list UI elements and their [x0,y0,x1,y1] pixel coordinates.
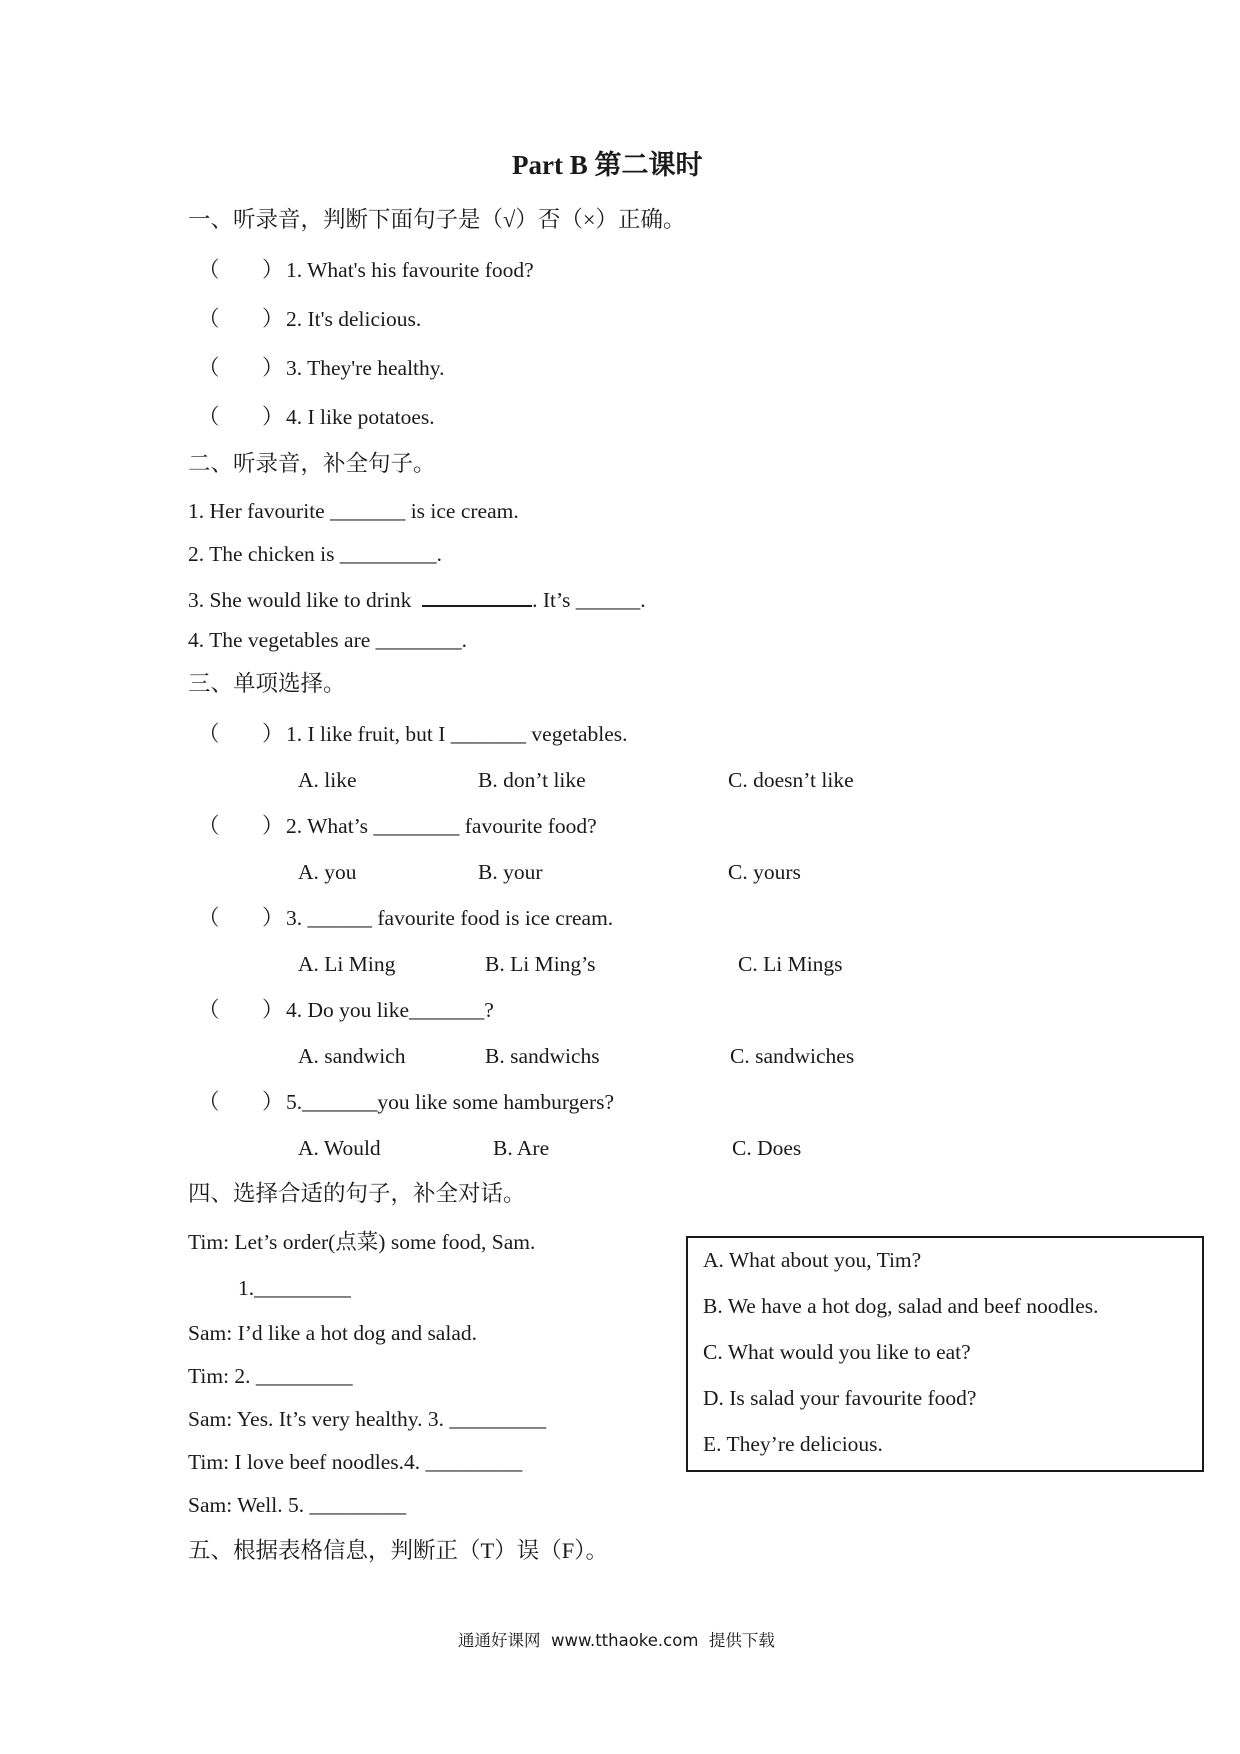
s3-q2-option-b: B. your [478,860,543,884]
s1-item-2: 2. It's delicious. [286,307,422,331]
s3-q4-option-b: B. sandwichs [485,1044,600,1068]
s3-q4-option-a: A. sandwich [298,1044,406,1068]
answer-bracket-close: ） [262,998,284,1022]
section2-heading: 二、听录音，补全句子。 [188,451,436,476]
s1-item-1: 1. What's his favourite food? [286,258,534,282]
s3-q2-option-c: C. yours [728,860,801,884]
footer-text: 通通好课网 www.tthaoke.com 提供下载 [458,1631,775,1650]
dialogue-line-5: Sam: Yes. It’s very healthy. 3. _________ [188,1407,547,1431]
s3-q2-option-a: A. you [298,860,357,884]
s1-item-3: 3. They're healthy. [286,356,445,380]
s3-q5-option-c: C. Does [732,1136,802,1160]
answer-bracket-open: （ [198,722,220,746]
answer-bracket-close: ） [262,814,284,838]
s3-question-4: 4. Do you like_______? [286,998,494,1022]
s3-q1-option-b: B. don’t like [478,768,586,792]
s2-line-3-tail: . It’s ______. [532,588,646,612]
s2-line-3 [188,587,646,612]
s2-line-4: 4. The vegetables are ________. [188,628,468,652]
section5-heading: 五、根据表格信息，判断正（T）误（F）。 [188,1538,609,1563]
s3-question-2: 2. What’s ________ favourite food? [286,814,597,838]
dialogue-line-6: Tim: I love beef noodles.4. _________ [188,1450,523,1474]
dialogue-line-3: Sam: I’d like a hot dog and salad. [188,1321,477,1345]
option-b: B. We have a hot dog, salad and beef noodles. [703,1294,1099,1318]
answer-bracket-open: （ [198,906,220,930]
answer-bracket-open: （ [198,307,220,331]
option-a: A. What about you, Tim? [703,1248,922,1272]
s3-q3-option-b: B. Li Ming’s [485,952,596,976]
section1-heading: 一、听录音，判断下面句子是（√）否（×）正确。 [188,207,686,232]
s3-q1-option-a: A. like [298,768,357,792]
dialogue-line-7: Sam: Well. 5. _________ [188,1493,407,1517]
s3-q4-option-c: C. sandwiches [730,1044,855,1068]
s2-line-1: 1. Her favourite _______ is ice cream. [188,499,519,523]
answer-bracket-close: ） [262,405,284,429]
s3-q3-option-c: C. Li Mings [738,952,843,976]
s2-line-2: 2. The chicken is _________. [188,542,442,566]
option-e: E. They’re delicious. [703,1432,883,1456]
section3-heading: 三、单项选择。 [188,671,346,696]
answer-bracket-close: ） [262,356,284,380]
option-d: D. Is salad your favourite food? [703,1386,977,1410]
s3-q5-option-a: A. Would [298,1136,381,1160]
s3-question-1: 1. I like fruit, but I _______ vegetables. [286,722,628,746]
s1-item-4: 4. I like potatoes. [286,405,435,429]
option-c: C. What would you like to eat? [703,1340,971,1364]
answer-bracket-close: ） [262,906,284,930]
s3-question-3: 3. ______ favourite food is ice cream. [286,906,614,930]
answer-bracket-open: （ [198,258,220,282]
answer-bracket-close: ） [262,258,284,282]
answer-underline [422,587,532,607]
answer-bracket-open: （ [198,356,220,380]
dialogue-line-1: Tim: Let’s order(点菜) some food, Sam. [188,1230,536,1254]
s3-q1-option-c: C. doesn’t like [728,768,854,792]
answer-bracket-open: （ [198,1090,220,1114]
answer-bracket-open: （ [198,405,220,429]
s2-line-3-text: 3. She would like to drink [188,588,412,612]
s3-q5-option-b: B. Are [493,1136,550,1160]
dialogue-line-2: 1._________ [238,1276,351,1300]
s3-q3-option-a: A. Li Ming [298,952,396,976]
answer-bracket-close: ） [262,307,284,331]
dialogue-line-4: Tim: 2. _________ [188,1364,353,1388]
answer-bracket-open: （ [198,998,220,1022]
answer-bracket-close: ） [262,722,284,746]
page-title: Part B 第二课时 [512,150,703,180]
section4-heading: 四、选择合适的句子，补全对话。 [188,1181,526,1206]
answer-bracket-close: ） [262,1090,284,1114]
answer-bracket-open: （ [198,814,220,838]
s3-question-5: 5._______you like some hamburgers? [286,1090,615,1114]
